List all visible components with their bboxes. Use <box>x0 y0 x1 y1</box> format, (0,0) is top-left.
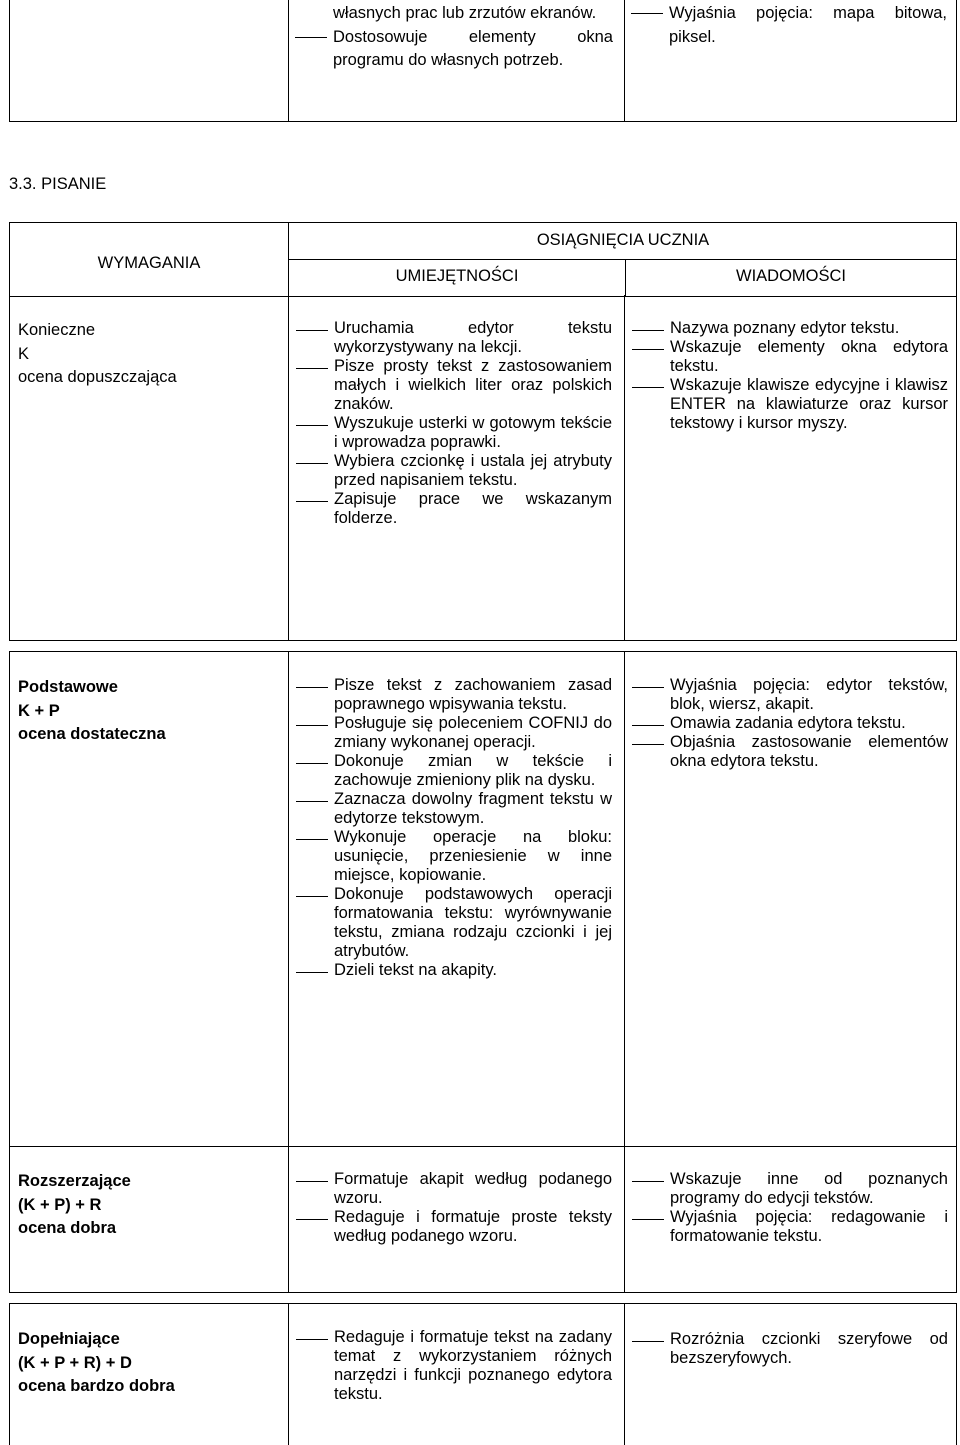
dash-bullet <box>631 13 663 14</box>
dash-bullet <box>295 37 327 38</box>
dash-bullet <box>632 1181 664 1182</box>
list-item: Zapisuje prace we wskazanym folderze. <box>334 490 612 528</box>
list-item: Posługuje się poleceniem COFNIJ do zmiany wykonanej operacji. <box>334 714 612 752</box>
dash-bullet <box>296 1339 328 1340</box>
requirement-grade: ocena bardzo dobra <box>18 1377 175 1395</box>
requirement-code: (K + P) + R <box>18 1195 102 1214</box>
list-item: Uruchamia edytor tekstu wykorzystywany na lekcji. <box>334 319 612 357</box>
section-title: 3.3. PISANIE <box>9 175 107 193</box>
requirement-cell <box>10 295 288 640</box>
requirement-grade: ocena dostateczna <box>18 725 166 743</box>
dash-bullet <box>296 463 328 464</box>
list-item-continuation: własnych prac lub zrzutów ekranów. <box>333 4 597 22</box>
knowledge-cell <box>624 295 957 640</box>
dash-bullet <box>296 972 328 973</box>
dash-bullet <box>296 725 328 726</box>
skills-cell <box>288 1304 625 1445</box>
requirement-name: Rozszerzające <box>18 1172 131 1190</box>
list-item: Wskazuje inne od poznanych programy do edycji tekstów. <box>670 1170 948 1208</box>
knowledge-cell <box>624 652 957 1146</box>
list-item: Dzieli tekst na akapity. <box>334 961 612 980</box>
list-item: Objaśnia zastosowanie elementów okna edytora tekstu. <box>670 733 948 771</box>
dash-bullet <box>632 1219 664 1220</box>
dash-bullet <box>632 330 664 331</box>
requirement-cell <box>10 652 288 1146</box>
dash-bullet <box>296 368 328 369</box>
top-skills-cell <box>333 2 613 73</box>
table-row <box>9 295 957 641</box>
list-item: Dokonuje podstawowych operacji formatowania tekstu: wyrównywanie tekstu, zmiana rodzaju czcionki i jej atrybutów. <box>334 885 612 961</box>
header-achievements-cell <box>288 223 957 296</box>
dash-bullet <box>296 763 328 764</box>
skills-cell <box>288 1145 625 1292</box>
list-item: Zaznacza dowolny fragment tekstu w edytorze tekstowym. <box>334 790 612 828</box>
dash-bullet <box>632 349 664 350</box>
dash-bullet <box>632 1341 664 1342</box>
requirement-name: Podstawowe <box>18 678 118 696</box>
requirement-name: Dopełniające <box>18 1330 120 1348</box>
dash-bullet <box>632 387 664 388</box>
dash-bullet <box>296 1219 328 1220</box>
requirement-code: (K + P + R) + D <box>18 1353 132 1372</box>
requirement-code: K <box>18 344 30 363</box>
skills-cell <box>288 652 625 1146</box>
knowledge-cell <box>624 1304 957 1445</box>
list-item: Wskazuje klawisze edycyjne i klawisz ENTER na klawiaturze oraz kursor tekstowy i kursor myszy. <box>670 376 948 433</box>
top-knowledge-cell <box>669 2 947 49</box>
table-header <box>9 222 957 297</box>
dash-bullet <box>296 501 328 502</box>
list-item: Redaguje i formatuje proste teksty według podanego wzoru. <box>334 1208 612 1246</box>
list-item: Dostosowuje elementy okna programu do własnych potrzeb. <box>333 26 613 73</box>
skills-cell <box>288 295 625 640</box>
header-achievements: OSIĄGNIĘCIA UCZNIA <box>536 231 710 249</box>
list-item: Wybiera czcionkę i ustala jej atrybuty przed napisaniem tekstu. <box>334 452 612 490</box>
list-item: Wyszukuje usterki w gotowym tekście i wprowadza poprawki. <box>334 414 612 452</box>
dash-bullet <box>296 839 328 840</box>
header-knowledge: WIADOMOŚCI <box>736 267 846 285</box>
table-row <box>9 651 957 1147</box>
dash-bullet <box>296 801 328 802</box>
list-item: Omawia zadania edytora tekstu. <box>670 714 948 733</box>
requirement-code: K + P <box>18 701 60 720</box>
dash-bullet <box>632 744 664 745</box>
previous-table-fragment <box>9 0 957 122</box>
list-item: Wyjaśnia pojęcia: mapa bitowa, piksel. <box>669 2 947 49</box>
dash-bullet <box>296 687 328 688</box>
header-skills: UMIEJĘTNOŚCI <box>395 267 519 285</box>
list-item: Wyjaśnia pojęcia: redagowanie i formatowanie tekstu. <box>670 1208 948 1246</box>
list-item: Pisze tekst z zachowaniem zasad poprawnego wpisywania tekstu. <box>334 676 612 714</box>
column-divider <box>624 0 625 121</box>
dash-bullet <box>632 687 664 688</box>
list-item: Formatuje akapit według podanego wzoru. <box>334 1170 612 1208</box>
header-requirements: WYMAGANIA <box>97 254 201 272</box>
list-item: Wykonuje operacje na bloku: usunięcie, przeniesienie w inne miejsce, kopiowanie. <box>334 828 612 885</box>
knowledge-cell <box>624 1145 957 1292</box>
requirement-grade: ocena dobra <box>18 1219 117 1237</box>
dash-bullet <box>296 896 328 897</box>
table-row <box>9 1145 957 1293</box>
list-item: Wyjaśnia pojęcia: edytor tekstów, blok, wiersz, akapit. <box>670 676 948 714</box>
column-divider <box>288 0 289 121</box>
list-item: Rozróżnia czcionki szeryfowe od bezszeryfowych. <box>670 1330 948 1368</box>
header-divider <box>289 259 957 260</box>
dash-bullet <box>296 1181 328 1182</box>
dash-bullet <box>296 425 328 426</box>
dash-bullet <box>632 725 664 726</box>
list-item: Nazywa poznany edytor tekstu. <box>670 319 948 338</box>
list-item: Wskazuje elementy okna edytora tekstu. <box>670 338 948 376</box>
header-requirements-cell <box>10 223 288 296</box>
dash-bullet <box>296 330 328 331</box>
list-item: Dokonuje zmian w tekście i zachowuje zmieniony plik na dysku. <box>334 752 612 790</box>
requirement-cell <box>10 1304 288 1445</box>
list-item: Pisze prosty tekst z zastosowaniem małych i wielkich liter oraz polskich znaków. <box>334 357 612 414</box>
requirement-name: Konieczne <box>18 321 96 339</box>
list-item: Redaguje i formatuje tekst na zadany temat z wykorzystaniem różnych narzędzi i funkcji poznanego edytora tekstu. <box>334 1328 612 1404</box>
requirement-cell <box>10 1145 288 1292</box>
table-row <box>9 1303 957 1445</box>
requirement-grade: ocena dopuszczająca <box>18 368 177 386</box>
